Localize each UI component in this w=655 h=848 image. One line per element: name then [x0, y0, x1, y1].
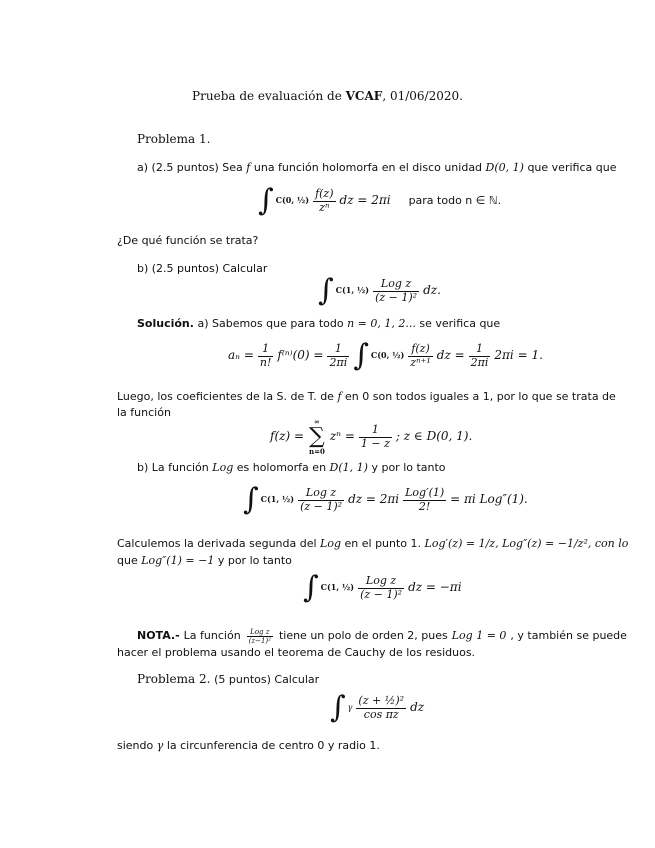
problem2-line — [137, 673, 319, 687]
eq1-contour: C(0, ½) — [275, 195, 310, 206]
title-course-code: VCAF — [345, 89, 383, 103]
luego-line-2: la función — [117, 406, 171, 419]
part-a-tail: que verifica que — [527, 161, 617, 174]
document-title — [0, 90, 655, 104]
equation-3: aₙ = $\frac{1}{n!}$ f⁽ⁿ⁾(0) = $\frac{1}{2\pi i}$ ∫ C(0, ½) $\frac{f(z)}{\text{zⁿ⁺¹}}$ dz = $\frac{1}{2\pi i}$ 2πi = 1. — [228, 338, 543, 373]
eq1-rhs: dz = 2πi — [339, 193, 391, 208]
solution-label: Solución. — [137, 317, 194, 330]
problem1-heading: Problema 1. — [137, 132, 211, 146]
integral-sign: ∫ — [303, 570, 319, 605]
eq2-contour: C(1, ½) — [335, 285, 370, 296]
equation-5: ∫ C(1, ½) $\frac{\text{Log z}}{\text{(z − 1)²}}$ dz = 2πi $\frac{\text{Log′(1)}}{2!}$ = πi Log″(1). — [243, 482, 528, 517]
nota-line-1: NOTA.- La función $\frac{\text{Log z}}{\text{(z−1)²}}$ tiene un polo de orden 2, pues Log 1 = 0 , y también se puede — [137, 628, 627, 646]
eq1-fraction: $\frac{f(z)}{\text{zⁿ}}$ — [315, 186, 334, 214]
integral-sign: ∫ — [353, 338, 369, 373]
derivative-line-2: que Log″(1) = −1 y por lo tanto — [117, 554, 292, 567]
solution-a-line: Solución. a) Sabemos que para todo n = 0, 1, 2... se verifica que — [137, 317, 501, 330]
equation-4: f(z) = ∞ ∑ n=0 zⁿ = $\frac{1}{1 - z}$ ; z ∈ D(0, 1). — [270, 417, 473, 457]
nota-line-2: hacer el problema usando el teorema de Cauchy de los residuos. — [117, 646, 476, 659]
equation-1 — [258, 183, 502, 218]
integral-sign: ∫ — [258, 183, 274, 218]
eq1-condition: para todo n ∈ ℕ. — [408, 193, 502, 207]
eq2-fraction: $\frac{\text{Log z}}{\text{(z − 1)²}}$ — [375, 276, 418, 304]
integral-sign: ∫ — [318, 273, 334, 308]
eq2-rhs: dz. — [423, 283, 441, 298]
equation-7: ∫ γ $\frac{\text{(z + ½)²}}{\text{cos πz}}$ dz — [330, 690, 425, 725]
problem2-closing: siendo γ la circunferencia de centro 0 y radio 1. — [117, 739, 380, 752]
problem1-part-a: a) (2.5 puntos) Sea f una función holomorfa en el disco unidad D(0, 1) que verifica que — [137, 161, 617, 174]
integral-sign: ∫ — [243, 482, 259, 517]
problem2-intro: (5 puntos) Calcular — [214, 673, 320, 686]
equation-6: ∫ C(1, ½) $\frac{\text{Log z}}{\text{(z − 1)²}}$ dz = −πi — [303, 570, 462, 605]
problem1-part-b: b) (2.5 puntos) Calcular — [137, 262, 268, 275]
equation-2 — [318, 273, 441, 308]
luego-line-1: Luego, los coeficientes de la S. de T. de f en 0 son todos iguales a 1, por lo que se trata de — [117, 390, 616, 403]
title-text-before: Prueba de evaluación de — [192, 89, 346, 103]
nota-label: NOTA.- — [137, 629, 180, 643]
part-a-label: a) (2.5 puntos) Sea — [137, 161, 243, 174]
title-text-after: , 01/06/2020. — [382, 89, 463, 103]
integral-sign: ∫ — [330, 690, 346, 725]
part-a-disk: D(0, 1) — [485, 161, 524, 174]
sum-sign: ∞ ∑ n=0 — [309, 417, 325, 457]
part-b-solution-line: b) La función Log es holomorfa en D(1, 1) y por lo tanto — [137, 461, 446, 474]
derivative-line-1: Calculemos la derivada segunda del Log en el punto 1. Log′(z) = 1/z, Log″(z) = −1/z², con lo — [117, 537, 629, 550]
problem1-question: ¿De qué función se trata? — [117, 234, 259, 247]
problem2-heading: Problema 2. — [137, 672, 211, 686]
part-a-text: una función holomorfa en el disco unidad — [253, 161, 483, 174]
